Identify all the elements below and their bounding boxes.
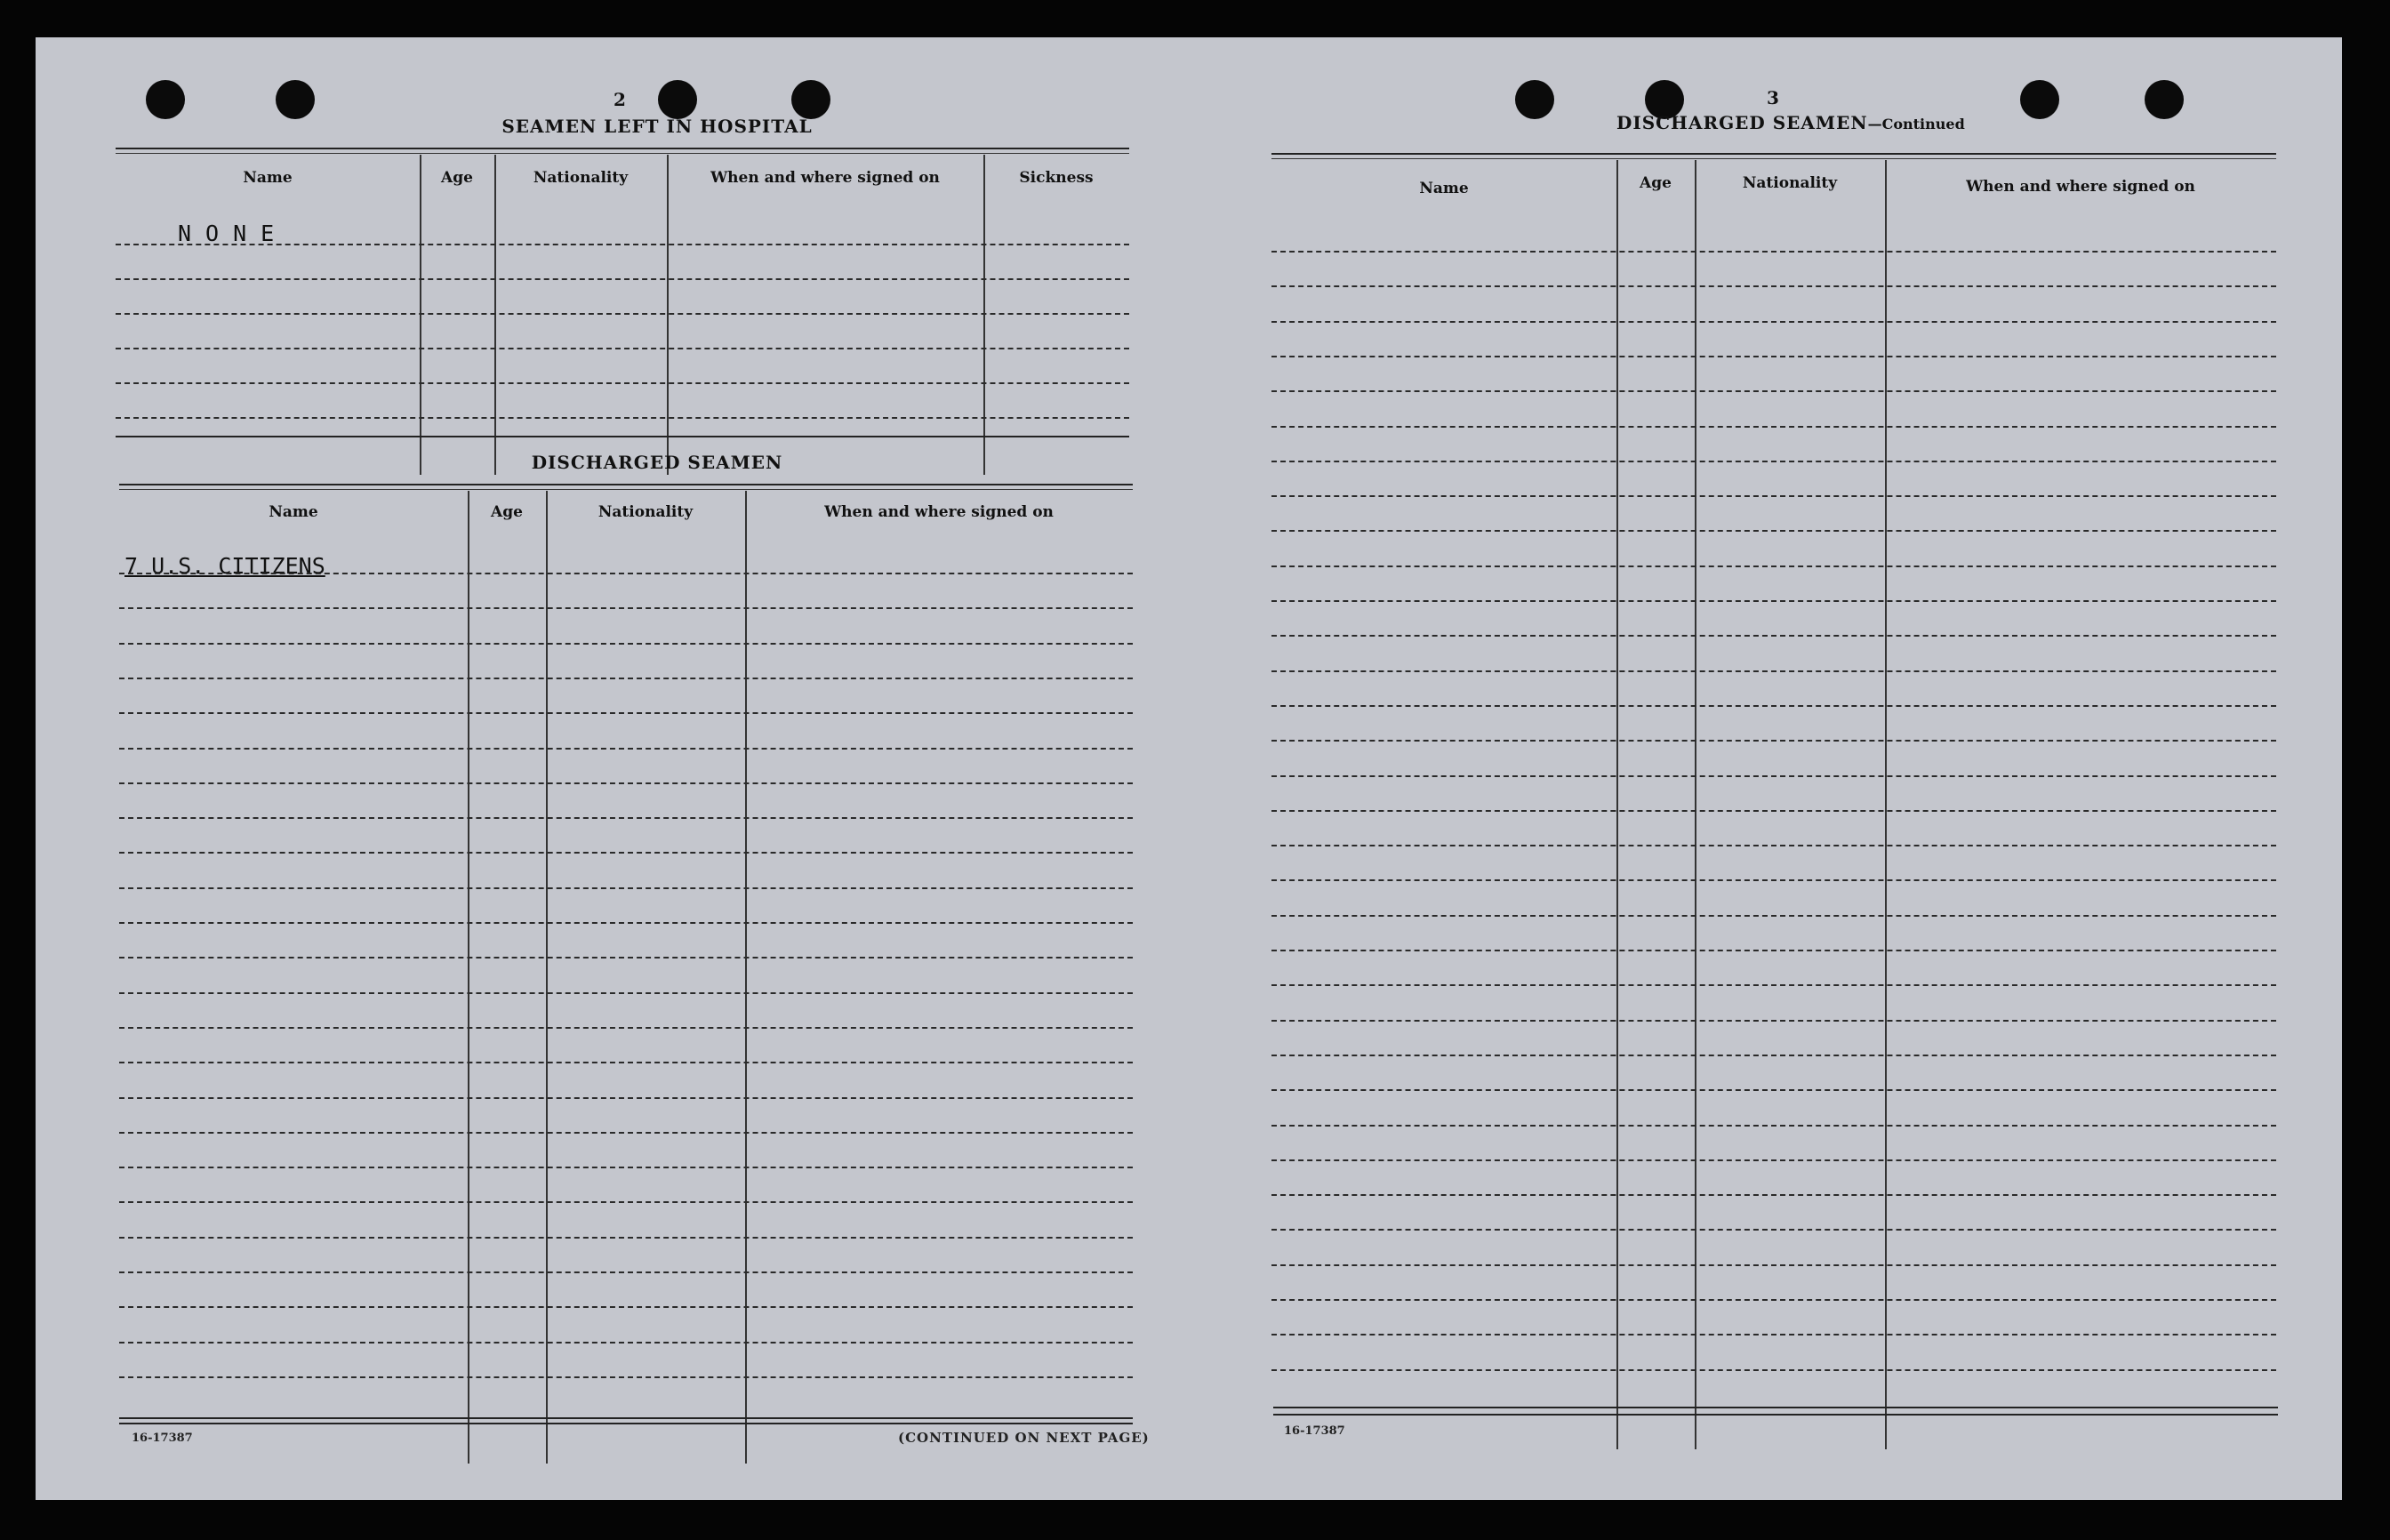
ruled-row-line: [1271, 1020, 2276, 1022]
ruled-row-line: [119, 643, 1133, 645]
column-divider: [983, 155, 985, 475]
column-divider: [1616, 160, 1618, 1449]
ruled-row-line: [119, 607, 1133, 609]
col-header-name: Name: [269, 503, 318, 521]
ruled-row-line: [119, 782, 1133, 784]
ruled-row-line: [119, 887, 1133, 889]
discharged-section-title: DISCHARGED SEAMEN: [531, 452, 783, 473]
table-bottom-rule: [119, 1417, 1133, 1419]
ruled-row-line: [1271, 356, 2276, 357]
ruled-row-line: [1271, 1194, 2276, 1196]
table-bottom-rule: [119, 1423, 1133, 1424]
ruled-row-line: [116, 313, 1129, 315]
ruled-row-line: [1271, 879, 2276, 881]
col-header-age: Age: [441, 169, 473, 187]
table-top-rule: [116, 153, 1129, 154]
ruled-row-line: [119, 1237, 1133, 1239]
column-divider: [667, 155, 669, 475]
table-bottom-rule: [1273, 1414, 2278, 1416]
ruled-row-line: [119, 957, 1133, 958]
column-divider: [1885, 160, 1887, 1449]
ruled-row-line: [119, 1027, 1133, 1029]
col-header-age: Age: [491, 503, 523, 521]
ruled-row-line: [116, 417, 1129, 419]
ruled-row-line: [119, 1167, 1133, 1168]
col-header-nationality: Nationality: [1742, 174, 1838, 192]
table-bottom-rule: [1273, 1407, 2278, 1408]
document-page-spread: [36, 37, 2342, 1500]
ruled-row-line: [116, 382, 1129, 384]
ruled-row-line: [1271, 845, 2276, 846]
punch-hole: [1515, 80, 1554, 119]
form-number: 16-17387: [1284, 1424, 1345, 1438]
ruled-row-line: [1271, 635, 2276, 637]
ruled-row-line: [119, 1271, 1133, 1273]
ruled-row-line: [1271, 1369, 2276, 1371]
ruled-row-line: [1271, 321, 2276, 323]
ruled-row-line: [119, 1097, 1133, 1099]
ruled-row-line: [1271, 1229, 2276, 1231]
ruled-row-line: [116, 244, 1129, 245]
ruled-row-line: [1271, 600, 2276, 602]
ruled-row-line: [119, 1342, 1133, 1343]
ruled-row-line: [1271, 461, 2276, 462]
punch-hole: [146, 80, 185, 119]
ruled-row-line: [1271, 915, 2276, 917]
section-title-main: DISCHARGED SEAMEN: [1616, 112, 1868, 133]
continued-note: (CONTINUED ON NEXT PAGE): [898, 1430, 1150, 1446]
ruled-row-line: [119, 992, 1133, 994]
form-number: 16-17387: [132, 1432, 193, 1445]
ruled-row-line: [1271, 530, 2276, 532]
column-divider: [468, 491, 469, 1464]
col-header-nationality: Nationality: [533, 169, 629, 187]
ruled-row-line: [119, 573, 1133, 574]
column-divider: [494, 155, 496, 475]
ruled-row-line: [119, 1306, 1133, 1308]
section-title-suffix: —Continued: [1867, 116, 1965, 132]
ruled-row-line: [1271, 950, 2276, 951]
ruled-row-line: [1271, 1299, 2276, 1301]
continued-section-title: [1616, 112, 1965, 133]
ruled-row-line: [1271, 285, 2276, 287]
punch-hole: [791, 80, 830, 119]
ruled-row-line: [1271, 1089, 2276, 1091]
column-divider: [745, 491, 747, 1464]
ruled-row-line: [1271, 740, 2276, 742]
hospital-entry: NONE: [178, 221, 289, 246]
table-bottom-rule: [116, 436, 1129, 437]
ruled-row-line: [1271, 705, 2276, 707]
ruled-row-line: [1271, 565, 2276, 567]
punch-hole: [2145, 80, 2184, 119]
hospital-section-title: SEAMEN LEFT IN HOSPITAL: [501, 116, 813, 137]
punch-hole: [658, 80, 697, 119]
ruled-row-line: [1271, 495, 2276, 497]
table-top-rule: [119, 489, 1133, 490]
ruled-row-line: [119, 1201, 1133, 1203]
column-divider: [420, 155, 421, 475]
ruled-row-line: [116, 278, 1129, 280]
col-header-name: Name: [243, 169, 293, 187]
ruled-row-line: [1271, 1159, 2276, 1161]
col-header-signed-on: When and where signed on: [710, 169, 940, 187]
ruled-row-line: [119, 1376, 1133, 1378]
ruled-row-line: [1271, 1055, 2276, 1056]
table-top-rule: [1271, 158, 2276, 159]
ruled-row-line: [1271, 251, 2276, 253]
ruled-row-line: [1271, 1334, 2276, 1335]
ruled-row-line: [119, 817, 1133, 819]
ruled-row-line: [1271, 984, 2276, 986]
ruled-row-line: [1271, 810, 2276, 812]
ruled-row-line: [119, 1062, 1133, 1063]
ruled-row-line: [1271, 775, 2276, 777]
ruled-row-line: [1271, 1264, 2276, 1266]
table-top-rule: [116, 148, 1129, 149]
col-header-name: Name: [1419, 180, 1469, 197]
ruled-row-line: [119, 1132, 1133, 1134]
ruled-row-line: [1271, 1125, 2276, 1127]
ruled-row-line: [119, 922, 1133, 924]
table-top-rule: [1271, 153, 2276, 155]
column-divider: [1695, 160, 1696, 1449]
col-header-nationality: Nationality: [598, 503, 694, 521]
col-header-age: Age: [1640, 174, 1672, 192]
page-number: 3: [1767, 87, 1779, 108]
ruled-row-line: [1271, 670, 2276, 672]
col-header-signed-on: When and where signed on: [1966, 178, 2195, 196]
ruled-row-line: [119, 852, 1133, 854]
ruled-row-line: [1271, 426, 2276, 428]
page-number: 2: [614, 89, 626, 110]
ruled-row-line: [116, 348, 1129, 349]
punch-hole: [276, 80, 315, 119]
discharged-entry: 7 U.S. CITIZENS: [124, 553, 325, 579]
ruled-row-line: [119, 678, 1133, 679]
ruled-row-line: [119, 748, 1133, 750]
ruled-row-line: [119, 712, 1133, 714]
punch-hole: [2020, 80, 2059, 119]
col-header-signed-on: When and where signed on: [824, 503, 1054, 521]
ruled-row-line: [1271, 390, 2276, 392]
column-divider: [546, 491, 548, 1464]
table-top-rule: [119, 484, 1133, 485]
col-header-sickness: Sickness: [1019, 169, 1094, 187]
